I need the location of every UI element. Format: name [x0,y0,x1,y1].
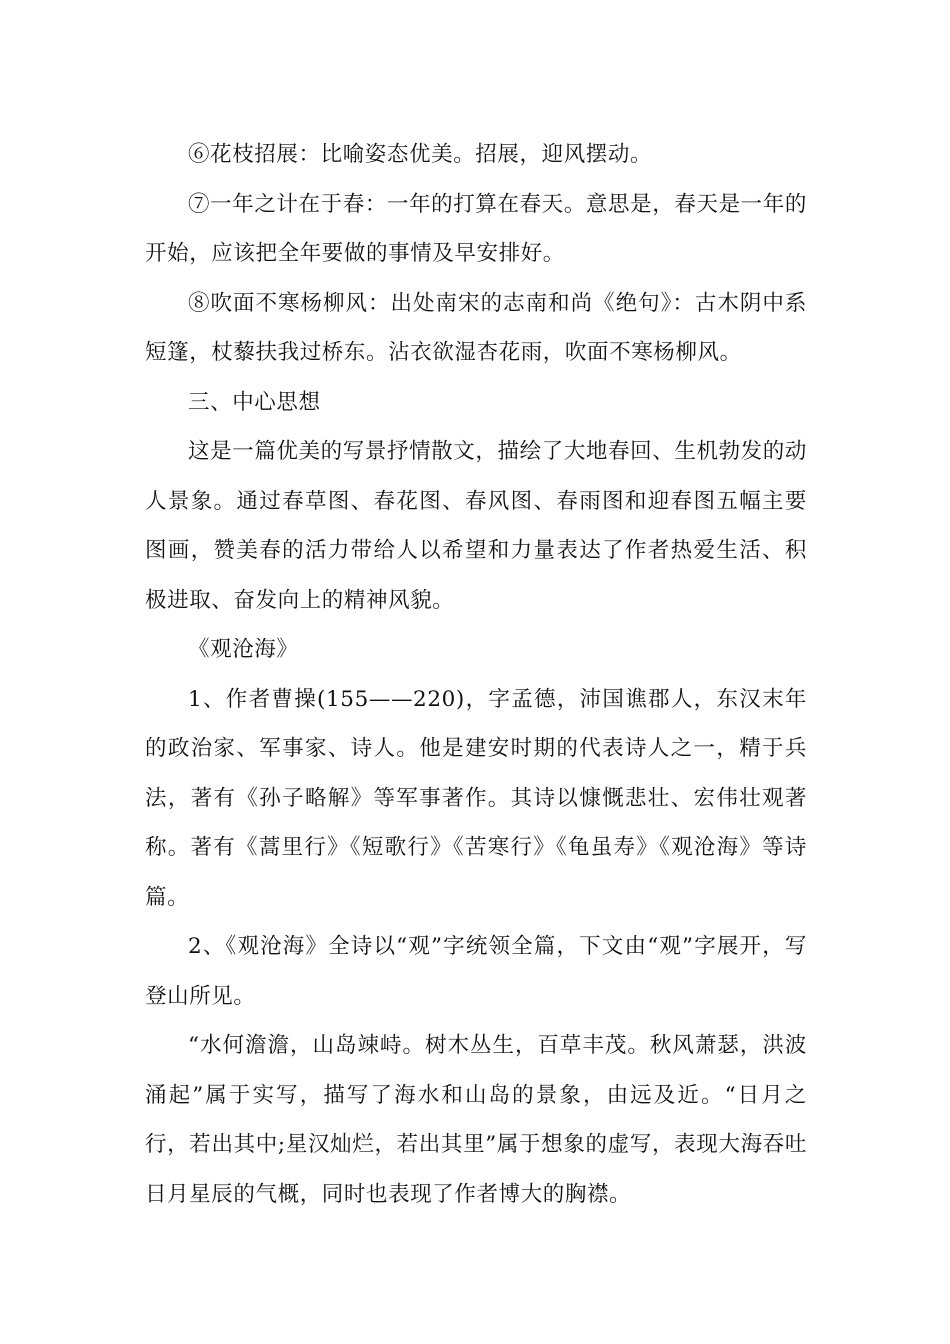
note-8-paragraph: ⑧吹面不寒杨柳风：出处南宋的志南和尚《绝句》：古木阴中系短篷，杖藜扶我过桥东。沾衣欲湿杏花雨，吹面不寒杨柳风。 [145,290,807,365]
author-paragraph: 1、作者曹操(155——220)，字孟德，沛国谯郡人，东汉末年的政治家、军事家、诗人。他是建安时期的代表诗人之一，精于兵法，著有《孙子略解》等军事著作。其诗以慷慨悲壮、宏伟壮观著称。著有《蒿里行》《短歌行》《苦寒行》《龟虽寿》《观沧海》等诗篇。 [145,686,807,910]
note-7-paragraph: ⑦一年之计在于春：一年的打算在春天。意思是，春天是一年的开始，应该把全年要做的事情及早安排好。 [145,191,807,266]
central-idea-paragraph: 这是一篇优美的写景抒情散文，描绘了大地春回、生机勃发的动人景象。通过春草图、春花图、春风图、春雨图和迎春图五幅主要图画，赞美春的活力带给人以希望和力量表达了作者热爱生活、积极进取、奋发向上的精神风貌。 [145,439,807,613]
document-body [145,130,807,1219]
poem-title: 《观沧海》 [188,637,299,662]
structure-paragraph: 2、《观沧海》全诗以“观”字统领全篇，下文由“观”字展开，写登山所见。 [145,934,807,1009]
note-6-paragraph: ⑥花枝招展：比喻姿态优美。招展，迎风摆动。 [188,142,653,167]
analysis-paragraph: “水何澹澹，山岛竦峙。树木丛生，百草丰茂。秋风萧瑟，洪波涌起”属于实写，描写了海水和山岛的景象，由远及近。“日月之行，若出其中;星汉灿烂，若出其里”属于想象的虚写，表现大海吞吐日月星辰的气概，同时也表现了作者博大的胸襟。 [145,1033,807,1207]
section-heading-central-idea: 三、中心思想 [188,389,321,415]
